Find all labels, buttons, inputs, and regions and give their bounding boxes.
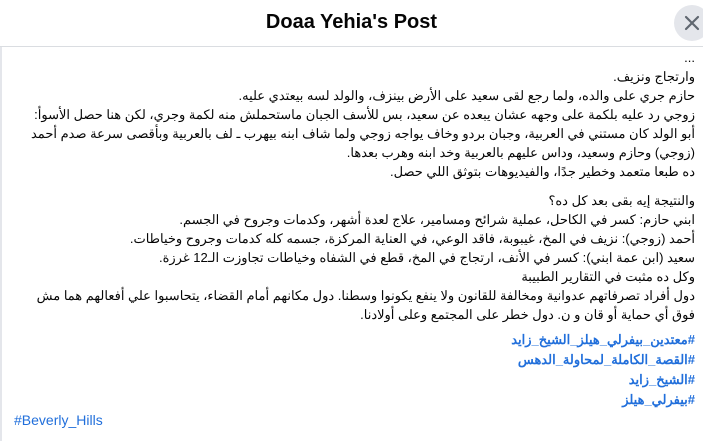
- post-line: حازم جري على والده، ولما رجع لقى سعيد على الأرض بينزف، والولد لسه بيعتدي عليه.: [238, 88, 695, 103]
- post-line: أحمد (زوجي): نزيف في المخ، غيبوبة، فاقد الوعي، في العناية المركزة، جسمه كله كدمات وجروح وخياطات.: [129, 231, 695, 246]
- close-icon: [684, 15, 700, 31]
- close-button[interactable]: [674, 5, 703, 41]
- post-line: ابني حازم: كسر في الكاحل، عملية شرائح ومسامير، علاج لعدة أشهر، وكدمات وجروح في الجسم.: [179, 212, 695, 227]
- post-body: [0, 48, 703, 430]
- post-line: ...: [684, 50, 695, 65]
- post-line: زوجي رد عليه بلكمة على وجهه عشان يبعده عن سعيد، بس للأسف الجبان ماستحملش منه لكمة وجري، لكن هنا حصل الأسوأ:: [34, 107, 695, 122]
- post-line: وكل ده مثبت في التقارير الطبيبة: [521, 269, 695, 284]
- hashtag-link[interactable]: #معتدين_بيفرلي_هيلز_الشيخ_زايد: [511, 332, 695, 347]
- hashtag-link-beverly-hills[interactable]: #Beverly_Hills: [14, 412, 103, 428]
- post-line: ده طبعا متعمد وخطير جدًا، والفيديوهات بتوثق اللي حصل.: [390, 164, 695, 179]
- post-dialog-header: [0, 0, 703, 47]
- hashtag-link[interactable]: #بيفرلي_هيلز: [622, 392, 695, 407]
- post-content: [0, 48, 703, 441]
- post-line: وارتجاج ونزيف.: [613, 69, 695, 84]
- hashtag-link[interactable]: #القصة_الكاملة_لمحاولة_الدهس: [517, 352, 695, 367]
- post-line: أبو الولد كان مستني في العربية، وجبان بردو وخاف يواجه زوجي ولما شاف ابنه بيهرب ـ لف بالعربية وبأقصى سرعة صدم أحمد (زوجي) وحازم وسعيد، وداس عليهم بالعربية وخد ابنه وهرب بعدها.: [30, 126, 695, 160]
- post-line: سعيد (ابن عمة ابني): كسر في الأنف، ارتجاج في المخ، قطع في الشفاه وخياطات تجاوزت الـ12 غرزة.: [158, 250, 695, 265]
- post-line: دول أفراد تصرفاتهم عدوانية ومخالفة للقانون ولا ينفع يكونوا وسطنا. دول مكانهم أمام القضاء، يتحاسبوا علي أفعالهم هما مش فوق أي حماية أو قان و ن. دول خطر على المجتمع وعلى أولادنا.: [36, 288, 695, 322]
- dialog-title: Doaa Yehia's Post: [265, 11, 438, 33]
- post-line: والنتيجة إيه بقى بعد كل ده؟: [548, 193, 695, 208]
- hashtag-link[interactable]: #الشيخ_زايد: [628, 372, 695, 387]
